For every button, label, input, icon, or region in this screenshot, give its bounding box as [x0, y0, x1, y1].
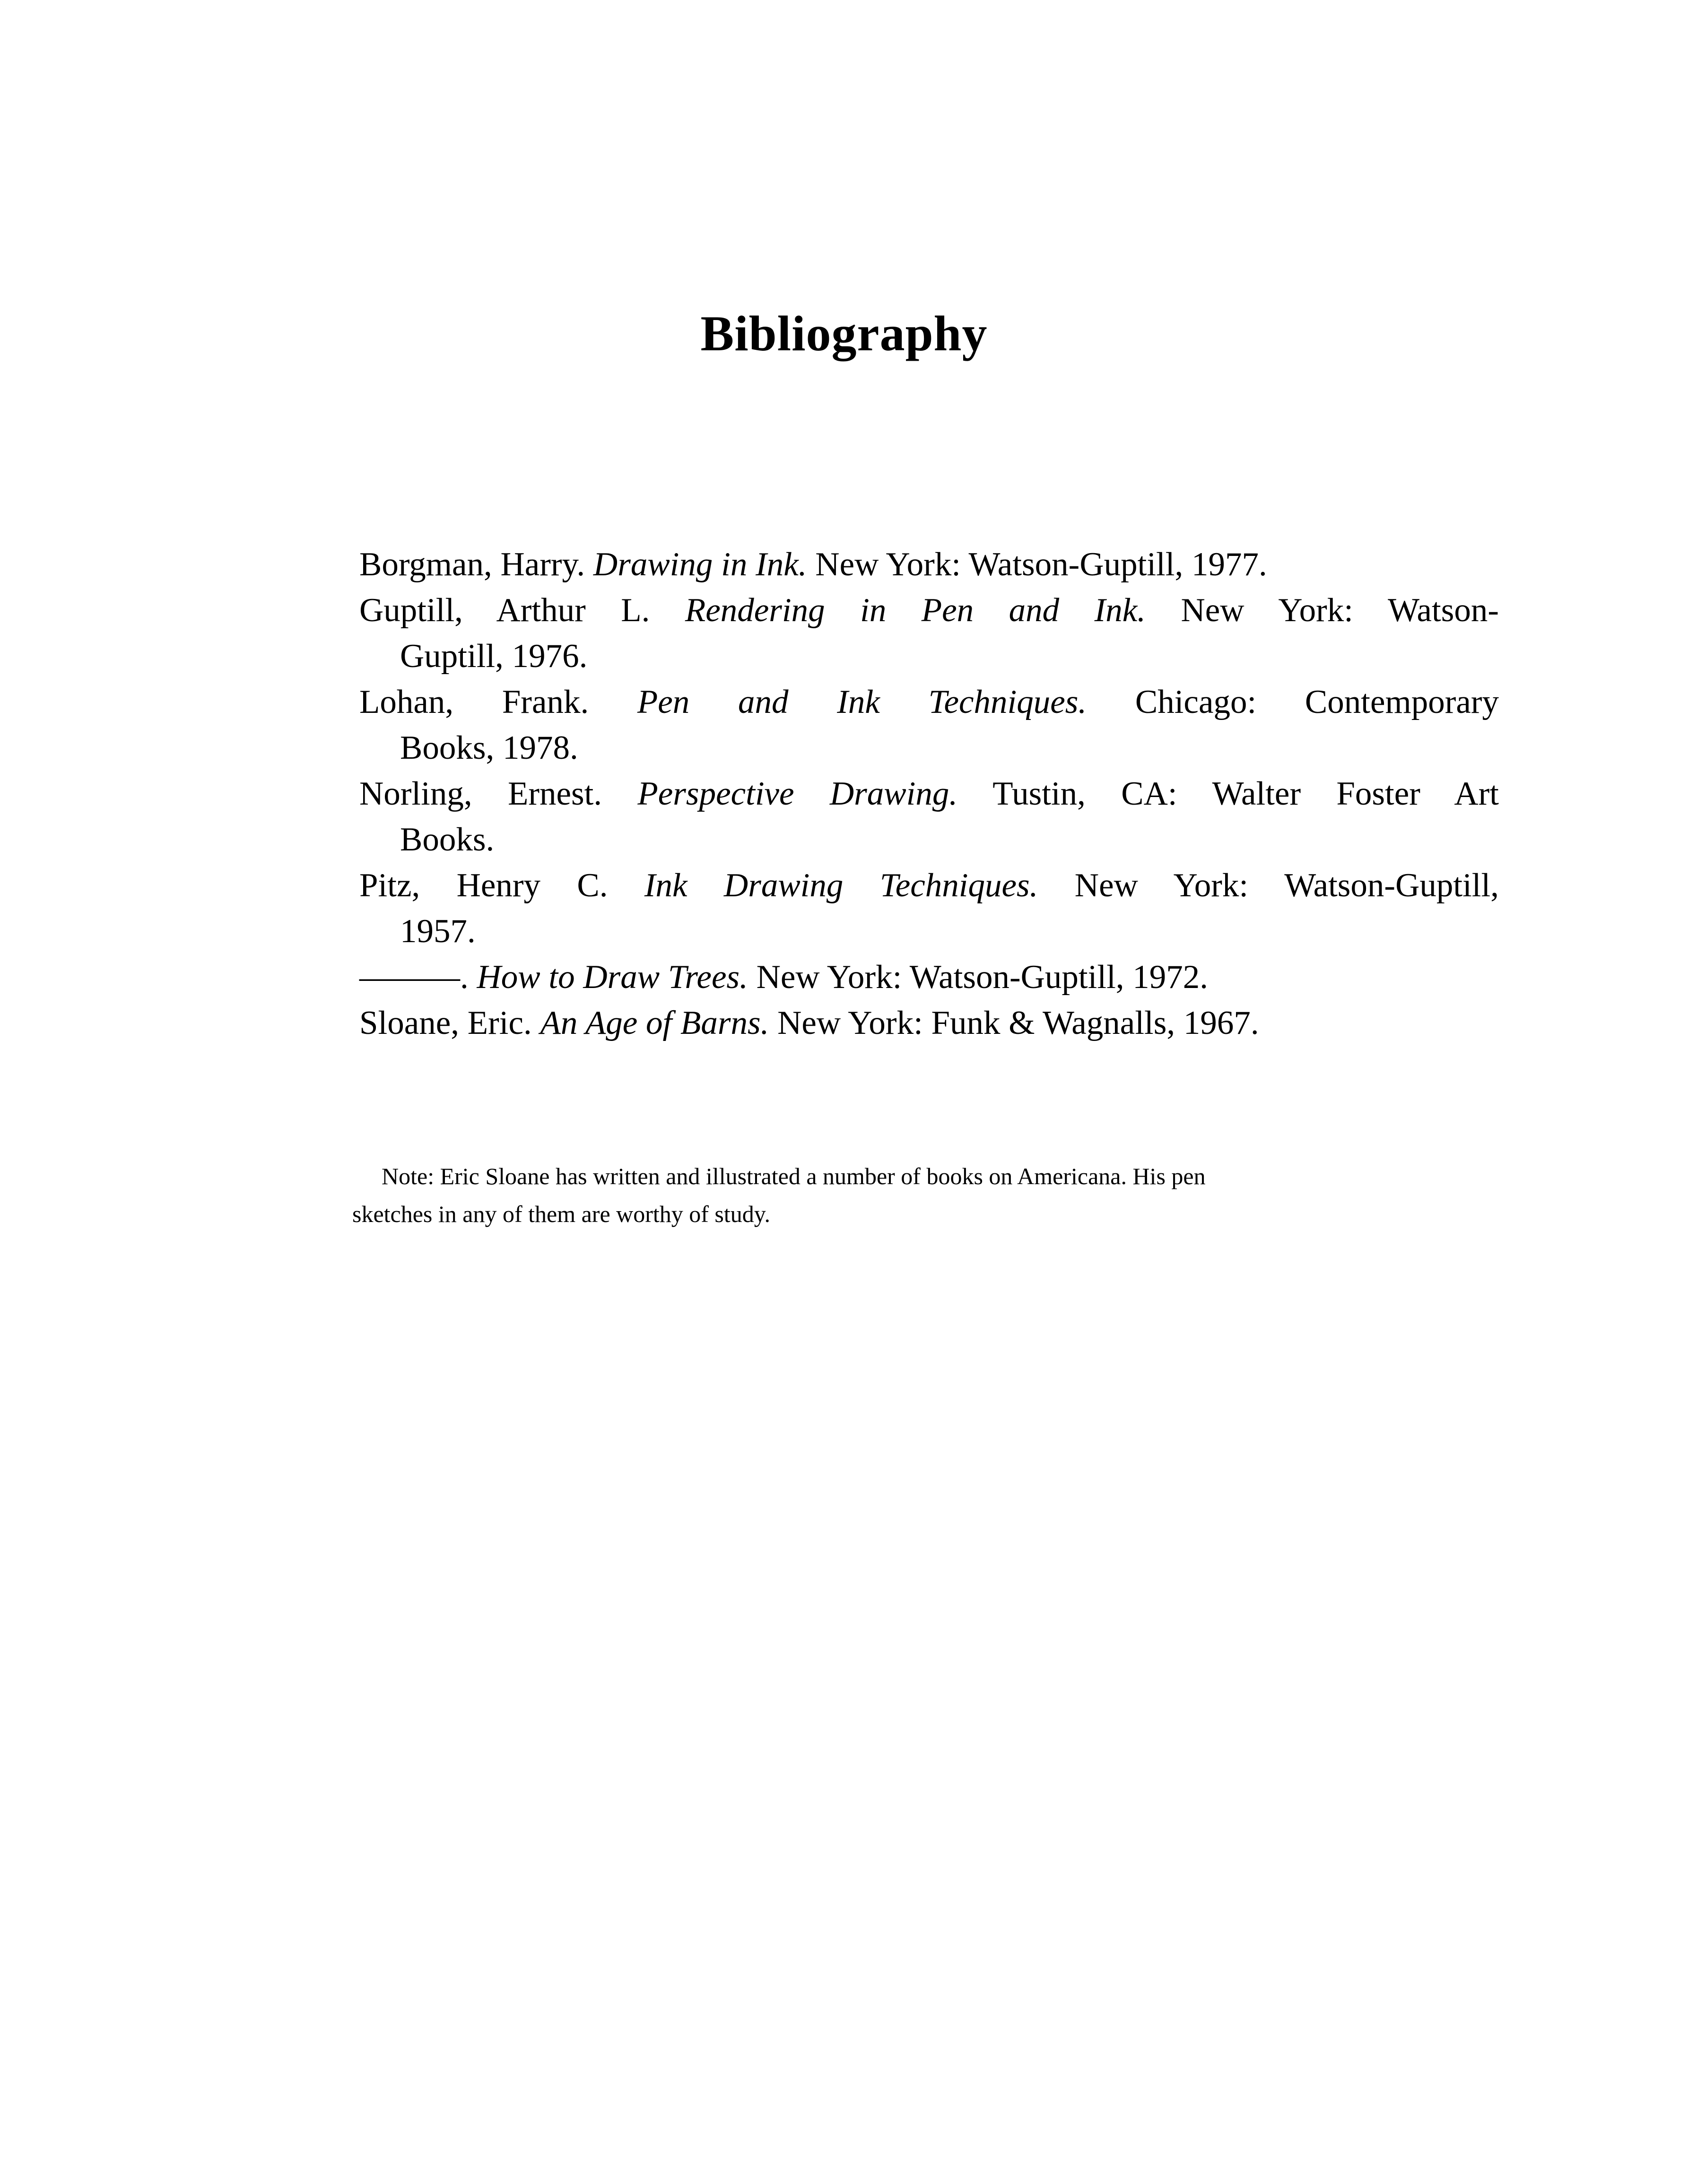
text-segment: Guptill, Arthur L.	[359, 592, 685, 629]
bibliography-line	[359, 679, 1499, 725]
text-segment: Lohan, Frank.	[359, 684, 637, 720]
bibliography-list	[359, 542, 1499, 1046]
note-line: sketches in any of them are worthy of study.	[352, 1201, 771, 1227]
text-segment: New York: Watson-Guptill, 1972.	[748, 959, 1209, 996]
book-title-italic: Drawing in Ink.	[593, 546, 807, 583]
bibliography-line	[359, 771, 1499, 817]
text-segment: Books, 1978.	[400, 729, 578, 766]
text-segment: Borgman, Harry.	[359, 546, 593, 583]
bibliography-line	[359, 725, 1499, 771]
text-segment: New York: Watson-Guptill, 1977.	[807, 546, 1267, 583]
text-segment: 1957.	[400, 913, 476, 950]
book-title-italic: Pen and Ink Techniques.	[637, 684, 1087, 720]
bibliography-line	[359, 817, 1499, 863]
bibliography-line	[359, 1000, 1499, 1046]
bibliography-line	[359, 542, 1499, 588]
bibliography-line	[359, 954, 1499, 1000]
text-segment: New York: Watson-Guptill,	[1038, 867, 1499, 904]
text-segment: Norling, Ernest.	[359, 775, 638, 812]
book-title-italic: Rendering in Pen and Ink.	[685, 592, 1146, 629]
text-segment: Books.	[400, 821, 495, 858]
page-title: Bibliography	[700, 306, 988, 361]
bibliography-line	[359, 588, 1499, 633]
text-segment: ———.	[359, 959, 477, 996]
note-line: Note: Eric Sloane has written and illustrated a number of books on Americana. His pen	[382, 1163, 1206, 1189]
book-title-italic: Perspective Drawing.	[637, 775, 958, 812]
bibliography-line	[359, 909, 1499, 954]
book-title-italic: How to Draw Trees.	[477, 959, 748, 996]
note-paragraph	[352, 1157, 1459, 1233]
text-segment: New York: Watson-	[1146, 592, 1499, 629]
book-title-italic: Ink Drawing Techniques.	[644, 867, 1038, 904]
bibliography-line	[359, 863, 1499, 909]
text-segment: Pitz, Henry C.	[359, 867, 644, 904]
text-segment: Guptill, 1976.	[400, 638, 588, 675]
text-segment: Chicago: Contemporary	[1087, 684, 1499, 720]
text-segment: Tustin, CA: Walter Foster Art	[957, 775, 1499, 812]
text-segment: Sloane, Eric.	[359, 1005, 540, 1041]
bibliography-line	[359, 633, 1499, 679]
book-title-italic: An Age of Barns.	[540, 1005, 769, 1041]
text-segment: New York: Funk & Wagnalls, 1967.	[769, 1005, 1259, 1041]
